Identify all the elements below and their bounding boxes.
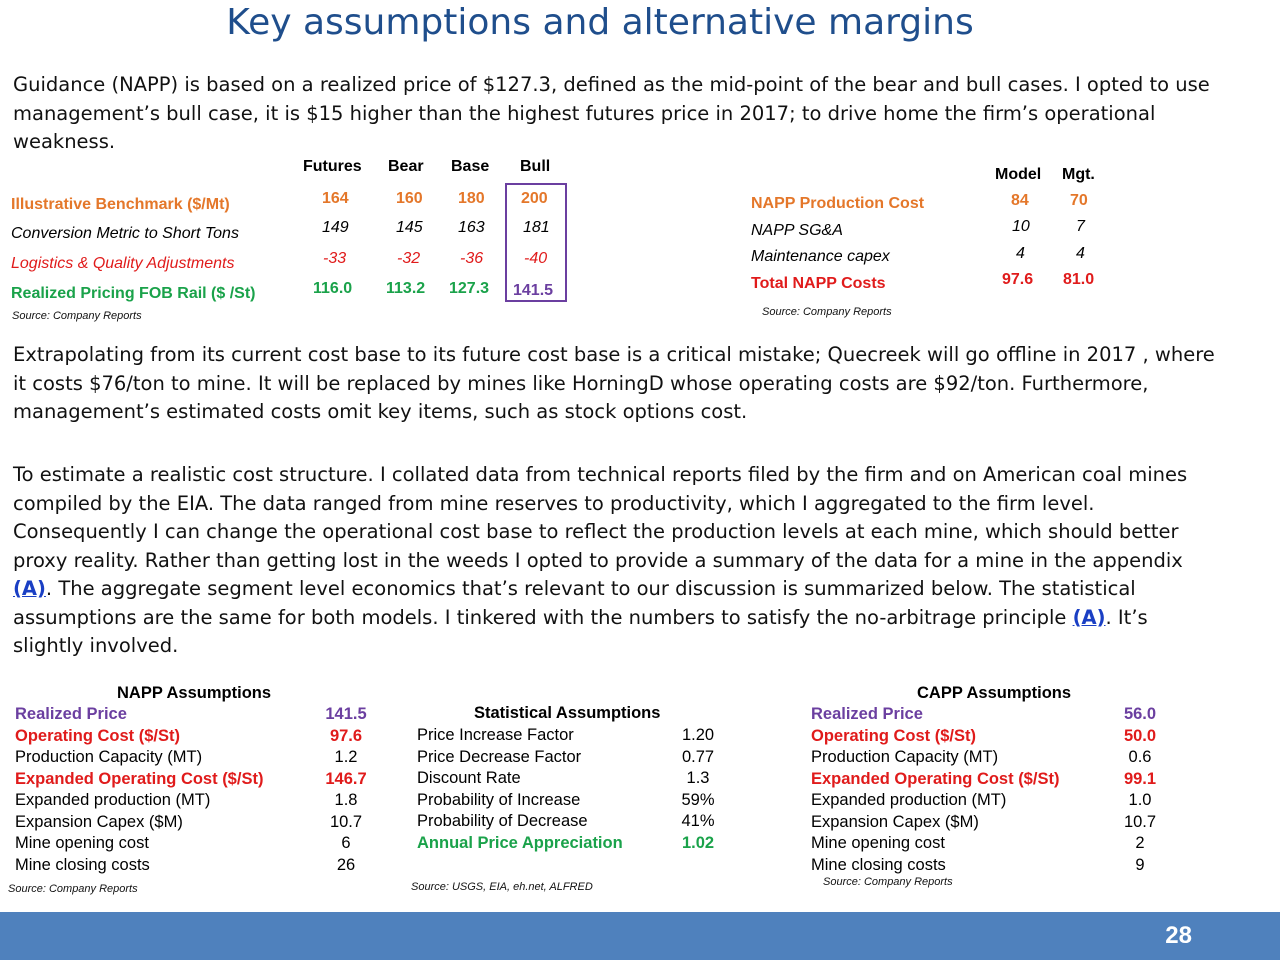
pricing-cell: -36 (460, 250, 484, 267)
napp-row-label: Mine closing costs (15, 855, 150, 874)
intro-line: weakness. (13, 130, 116, 153)
napp-row-value: 146.7 (325, 769, 367, 788)
pricing-cell: 127.3 (449, 280, 490, 297)
pricing-cell: 116.0 (313, 280, 353, 297)
cost-header: Model (995, 166, 1042, 183)
capp-row-label: Expansion Capex ($M) (811, 812, 979, 831)
pricing-cell: 160 (396, 190, 423, 207)
capp-row-value: 10.7 (1123, 812, 1157, 831)
pricing-cell: 145 (396, 219, 423, 236)
appendix-link[interactable]: (A) (1072, 605, 1106, 629)
capp-heading: CAPP Assumptions (917, 684, 1072, 702)
page-title: Key assumptions and alternative margins (226, 2, 974, 43)
stat-row-value: 1.20 (681, 726, 715, 744)
capp-row-label: Realized Price (811, 705, 923, 723)
capp-row-value: 99.1 (1123, 769, 1157, 788)
capp-row-label: Expanded production (MT) (811, 791, 1007, 809)
capp-row-label: Mine opening cost (811, 834, 945, 852)
cost-row-label: Total NAPP Costs (751, 275, 886, 292)
pricing-row-label: Conversion Metric to Short Tons (11, 225, 239, 242)
capp-row-value: 50.0 (1123, 726, 1157, 745)
pricing-header: Base (451, 158, 490, 175)
pricing-header: Futures (303, 158, 362, 175)
napp-row-label: Expanded Operating Cost ($/St) (15, 769, 264, 788)
stat-row-label: Discount Rate (417, 769, 521, 787)
intro-line: management’s bull case, it is $15 higher than the highest futures price in 2017; to drive home the firm’s operational (13, 101, 1156, 125)
cost-row-label: NAPP SG&A (751, 222, 843, 239)
napp-row-label: Production Capacity (MT) (15, 748, 203, 766)
body-text: . It’s (1105, 605, 1148, 629)
body-line: management’s estimated costs omit key items, such as stock options cost. (13, 400, 748, 423)
body-line: it costs $76/ton to mine. It will be replaced by mines like HorningD whose operating costs are $92/ton. Furthermore, (13, 371, 1149, 395)
stat-row-value: 1.3 (686, 769, 710, 787)
stat-row-label: Annual Price Appreciation (417, 833, 623, 852)
capp-row-value: 1.0 (1128, 791, 1152, 809)
stat-row-value: 59% (681, 790, 715, 809)
body-text: . The aggregate segment level economics that’s relevant to our discussion is summarized below. The statistical (45, 577, 1136, 600)
capp-row-label: Production Capacity (MT) (811, 748, 999, 766)
capp-row-label: Mine closing costs (811, 855, 946, 874)
napp-row-value: 26 (336, 855, 356, 874)
body-line: To estimate a realistic cost structure. I collated data from technical reports filed by the firm and on American coal mines (13, 463, 1188, 486)
cost-cell: 84 (1011, 192, 1029, 209)
napp-row-value: 141.5 (325, 705, 367, 723)
source-note: Source: Company Reports (8, 883, 138, 895)
napp-row-label: Expanded production (MT) (15, 791, 211, 809)
capp-row-value: 56.0 (1123, 705, 1157, 723)
body-paragraph (13, 461, 1268, 661)
cost-header: Mgt. (1062, 166, 1095, 183)
capp-row-value: 9 (1135, 855, 1145, 874)
body-line: Consequently I can change the operational cost base to reflect the production levels at each mine, which should better (13, 520, 1179, 543)
source-note: Source: Company Reports (12, 310, 142, 322)
cost-row-label: NAPP Production Cost (751, 195, 925, 212)
cost-cell: 10 (1012, 218, 1030, 235)
cost-cell: 70 (1070, 192, 1088, 209)
pricing-cell: 180 (458, 190, 485, 207)
source-note: Source: Company Reports (762, 306, 892, 318)
body-paragraph (13, 341, 1268, 427)
pricing-cell: 141.5 (513, 282, 554, 299)
cost-cell: 97.6 (1002, 271, 1034, 288)
cost-row-label: Maintenance capex (751, 248, 890, 265)
pricing-cell: -33 (323, 250, 347, 267)
page-number: 28 (1165, 922, 1192, 949)
source-note: Source: Company Reports (823, 876, 953, 888)
body-line: compiled by the EIA. The data ranged from mine reserves to productivity, which I aggregated to the firm level. (13, 491, 1095, 515)
napp-row-value: 10.7 (329, 812, 363, 831)
pricing-row-label: Logistics & Quality Adjustments (11, 255, 235, 272)
pricing-header: Bull (520, 158, 551, 175)
stat-row-value: 0.77 (681, 747, 715, 766)
capp-row-value: 0.6 (1128, 748, 1152, 766)
cost-cell: 7 (1076, 218, 1085, 235)
pricing-cell: -32 (397, 250, 421, 267)
stat-row-label: Price Increase Factor (417, 726, 574, 744)
napp-row-label: Mine opening cost (15, 834, 149, 852)
pricing-cell: -40 (524, 250, 548, 267)
body-line: Extrapolating from its current cost base to its future cost base is a critical mistake; Quecreek will go offline in 2017 , where (13, 343, 1215, 366)
napp-row-value: 1.8 (334, 791, 358, 809)
cost-cell: 4 (1016, 245, 1025, 262)
body-text: assumptions are the same for both models. I tinkered with the numbers to satisfy the no-arbitrage principle (13, 605, 1073, 629)
pricing-cell: 149 (322, 219, 349, 236)
body-line (13, 575, 1268, 604)
napp-row-value: 6 (341, 834, 351, 852)
intro-paragraph (13, 71, 1268, 157)
appendix-link[interactable]: (A) (13, 577, 46, 600)
napp-heading: NAPP Assumptions (117, 684, 272, 702)
stat-row-value: 1.02 (681, 833, 715, 852)
stat-row-label: Probability of Decrease (417, 812, 588, 830)
pricing-cell: 181 (523, 219, 550, 236)
pricing-cell: 163 (458, 219, 485, 236)
source-note: Source: USGS, EIA, eh.net, ALFRED (411, 881, 593, 893)
footer-bar (0, 912, 1280, 960)
napp-row-label: Realized Price (15, 705, 127, 723)
stat-row-value: 41% (681, 812, 715, 830)
cost-cell: 4 (1076, 245, 1085, 262)
stat-row-label: Price Decrease Factor (417, 747, 582, 766)
body-line (13, 604, 1268, 633)
pricing-cell: 200 (521, 190, 548, 207)
pricing-cell: 164 (322, 190, 349, 207)
body-line: slightly involved. (13, 634, 179, 657)
napp-row-label: Expansion Capex ($M) (15, 812, 183, 831)
body-line: proxy reality. Rather than getting lost in the weeds I opted to provide a summary of the data for a mine in the appendix (13, 548, 1183, 572)
stat-heading: Statistical Assumptions (474, 704, 661, 722)
capp-row-label: Operating Cost ($/St) (811, 726, 977, 745)
pricing-header: Bear (388, 158, 424, 175)
pricing-row-label: Realized Pricing FOB Rail ($ /St) (11, 285, 256, 302)
napp-row-value: 97.6 (329, 726, 363, 745)
pricing-row-label: Illustrative Benchmark ($/Mt) (11, 196, 230, 213)
capp-row-value: 2 (1135, 834, 1145, 852)
pricing-cell: 113.2 (386, 280, 426, 297)
intro-line: Guidance (NAPP) is based on a realized price of $127.3, defined as the mid-point of the bear and bull cases. I opted to use (13, 73, 1210, 96)
stat-row-label: Probability of Increase (417, 790, 581, 809)
napp-row-value: 1.2 (334, 748, 358, 766)
capp-row-label: Expanded Operating Cost ($/St) (811, 769, 1060, 788)
napp-row-label: Operating Cost ($/St) (15, 726, 181, 745)
cost-cell: 81.0 (1063, 271, 1095, 288)
